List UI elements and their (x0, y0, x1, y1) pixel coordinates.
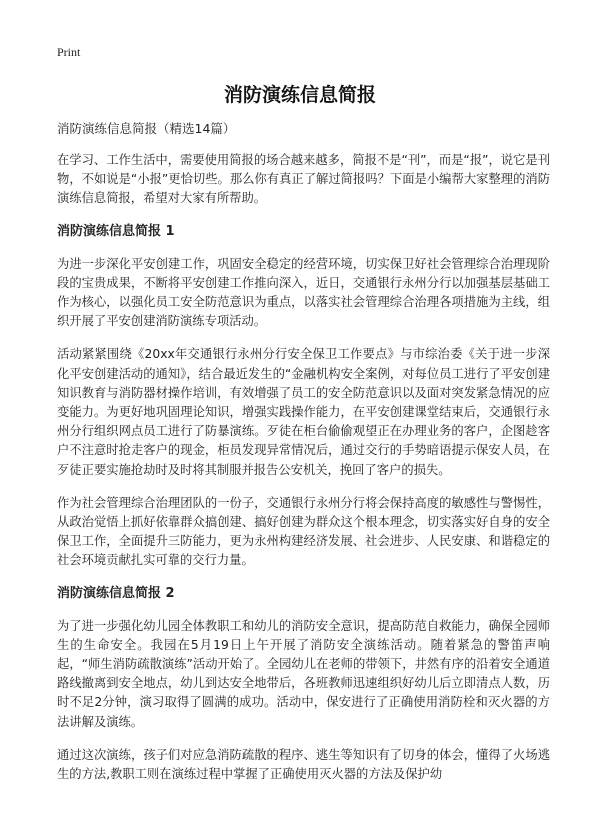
article-subtitle: 消防演练信息简报（精选14篇） (57, 121, 236, 136)
section-1-paragraph-2: 活动紧紧围绕《20xx年交通银行永州分行安全保卫工作要点》与市综治委《关于进一步深化平安创建活动的通知》，结合最近发生的“金融机构安全案例，对每位员工进行了平安创建知识教育与消防器材操作培训，有效增强了员工的安全防范意识以及面对突发紧急情况的应变能力。为更好地巩固理论知识，增强实践操作能力，在平安创建课堂结束后，交通银行永州分行组织网点员工进行了防暴演练。歹徒在柜台偷偷观望正在办理业务的客户，企图趁客户不注意时抢走客户的现金，柜员发现异常情况后，通过交行的手势暗语提示保安人员，在歹徒正要实施抢劫时及时将其制服并报告公安机关，挽回了客户的损失。 (57, 347, 550, 477)
print-link[interactable]: Print (57, 45, 81, 59)
section-1-paragraph-1: 为进一步深化平安创建工作，巩固安全稳定的经营环境，切实保卫好社会管理综合治理现阶段的宝贵成果，不断将平安创建工作推向深入，近日，交通银行永州分行以加强基层基础工作为核心，以强化员工安全防范意识为重点，以落实社会管理综合治理各项措施为主线，组织开展了平安创建消防演练专项活动。 (57, 256, 550, 329)
section-1-paragraph-3: 作为社会管理综合治理团队的一份子，交通银行永州分行将会保持高度的敏感性与警惕性，从政治觉悟上抓好依靠群众搞创建、搞好创建为群众这个根本理念，切实落实好自身的安全保卫工作，全面提升三防能力，更为永州构建经济发展、社会进步、人民安康、和谐稳定的社会环境贡献扎实可靠的交行力量。 (57, 495, 550, 568)
section-heading-2: 消防演练信息简报 2 (57, 585, 175, 601)
page-title: 消防演练信息简报 (223, 84, 376, 106)
article-body (57, 120, 550, 798)
section-heading-1: 消防演练信息简报 1 (57, 223, 175, 239)
intro-paragraph: 在学习、工作生活中，需要使用简报的场合越来越多，简报不是“刊”，而是“报”，说它是刊物，不如说是“小报”更恰切些。那么你有真正了解过简报吗？下面是小编帮大家整理的消防演练信息简报，希望对大家有所帮助。 (57, 153, 550, 206)
section-2-paragraph-2: 通过这次演练，孩子们对应急消防疏散的程序、逃生等知识有了切身的体会，懂得了火场逃生的方法,教职工则在演练过程中掌握了正确使用灭火器的方法及保护幼 (57, 747, 550, 782)
section-2-paragraph-1: 为了进一步强化幼儿园全体教职工和幼儿的消防安全意识，提高防范自救能力，确保全园师生的生命安全。我园在5月19日上午开展了消防安全演练活动。随着紧急的警笛声响起，“师生消防疏散演练”活动开始了。全园幼儿在老师的带领下，井然有序的沿着安全通道路线撤离到安全地点，幼儿到达安全地带后，各班教师迅速组织好幼儿后立即清点人数，历时不足2分钟，演习取得了圆满的成功。活动中，保安进行了正确使用消防栓和灭火器的方法讲解及演练。 (57, 618, 550, 729)
